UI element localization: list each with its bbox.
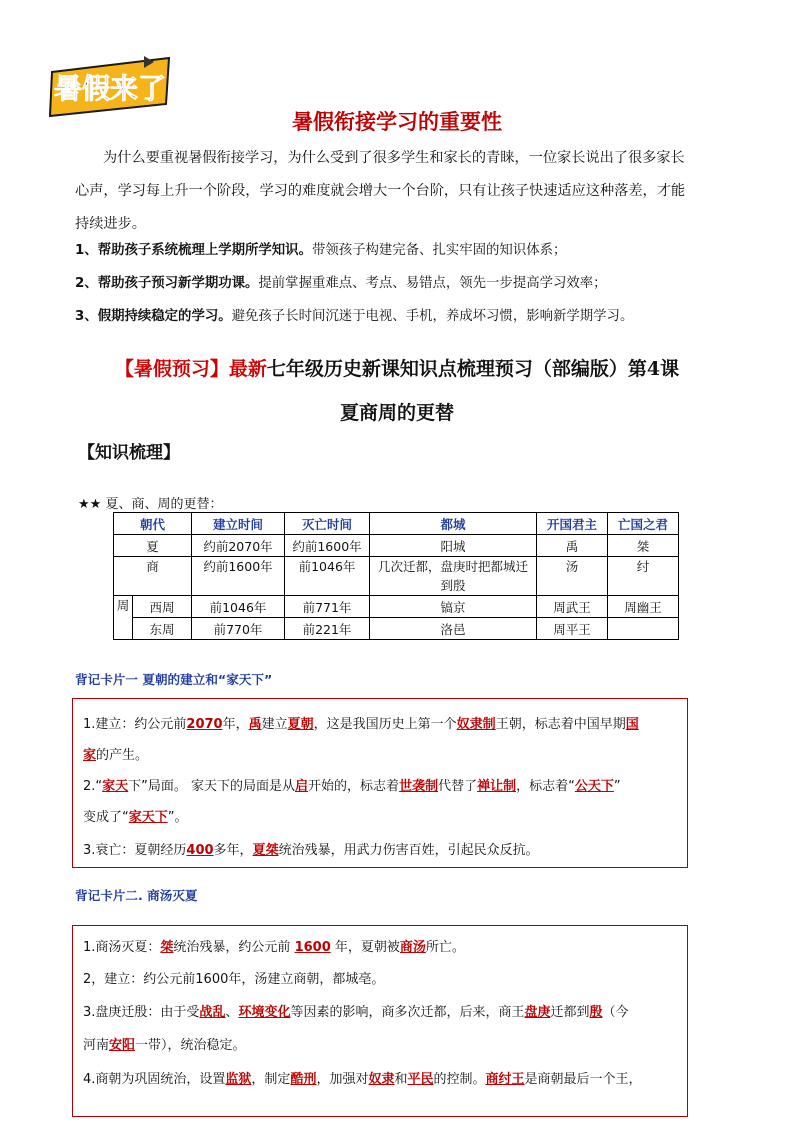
keyword: 商纣王 bbox=[485, 1072, 525, 1087]
table-cell: 周平王 bbox=[537, 618, 608, 640]
keyword: 奴隶制 bbox=[456, 717, 496, 732]
keyword: 商汤 bbox=[399, 940, 426, 955]
table-row bbox=[114, 535, 679, 557]
table-cell: 几次迁都，盘庚时把都城迁到殷 bbox=[370, 557, 537, 596]
text: 代替了 bbox=[438, 779, 478, 794]
table-cell: 约前2070年 bbox=[192, 535, 285, 557]
card-line: 2，建立：约公元前1600年，汤建立商朝，都城亳。 bbox=[83, 972, 385, 987]
keyword: 酷刑 bbox=[290, 1072, 317, 1087]
table-cell: 周 bbox=[114, 596, 133, 640]
keyword: 环境变化 bbox=[238, 1005, 291, 1020]
card-1-label: 背记卡片一 夏朝的建立和“家天下” bbox=[75, 672, 273, 687]
table-cell: 前1046年 bbox=[192, 596, 285, 618]
table-cell: 周幽王 bbox=[608, 596, 679, 618]
text: 统治残暴，用武力伤害百姓，引起民众反抗。 bbox=[278, 843, 539, 858]
text: 迁都到 bbox=[550, 1005, 590, 1020]
table-cell: 商 bbox=[114, 557, 192, 596]
keyword: 公天下 bbox=[574, 779, 614, 794]
keyword: 家 bbox=[83, 748, 97, 763]
text: 多年， bbox=[213, 843, 253, 858]
text: 开始的，标志着 bbox=[308, 779, 400, 794]
point-bold: 3、假期持续稳定的学习。 bbox=[75, 309, 232, 324]
table-header: 建立时间 bbox=[192, 513, 285, 535]
point-bold: 1、帮助孩子系统梳理上学期所学知识。 bbox=[75, 243, 312, 258]
card-line bbox=[83, 936, 679, 955]
keyword: 监狱 bbox=[225, 1072, 252, 1087]
table-cell: 周武王 bbox=[537, 596, 608, 618]
card-line bbox=[83, 713, 679, 732]
point-text: 带领孩子构建完备、扎实牢固的知识体系； bbox=[311, 243, 567, 258]
table-cell: 汤 bbox=[537, 557, 608, 596]
table-cell: 阳城 bbox=[370, 535, 537, 557]
text: 下”局面。 家天下的局面是从 bbox=[128, 779, 296, 794]
keyword: 世袭制 bbox=[399, 779, 439, 794]
table-row bbox=[114, 557, 679, 596]
text: 的控制。 bbox=[433, 1072, 486, 1087]
keyword: 殷 bbox=[589, 1005, 603, 1020]
text: 是商朝最后一个王， bbox=[524, 1072, 642, 1087]
card-2 bbox=[72, 925, 688, 1117]
text: 2.“ bbox=[83, 779, 103, 794]
card-line bbox=[83, 1034, 679, 1053]
text: 一带），统治稳定。 bbox=[135, 1038, 246, 1053]
keyword: 400 bbox=[186, 843, 214, 858]
table-cell: 禹 bbox=[537, 535, 608, 557]
point-1 bbox=[75, 239, 735, 258]
text: 3.衰亡：夏朝经历 bbox=[83, 843, 187, 858]
text: 河南 bbox=[83, 1038, 110, 1053]
text: ”。 bbox=[167, 810, 188, 825]
table-cell: 纣 bbox=[608, 557, 679, 596]
text: 建立 bbox=[261, 717, 288, 732]
text: 4.商朝为巩固统治，设置 bbox=[83, 1072, 226, 1087]
text: 、 bbox=[225, 1005, 239, 1020]
text: 所亡。 bbox=[425, 940, 465, 955]
card-line bbox=[83, 775, 679, 794]
point-bold: 2、帮助孩子预习新学期功课。 bbox=[75, 276, 259, 291]
table-header-row bbox=[114, 513, 679, 535]
card-line bbox=[83, 806, 679, 825]
point-text: 避免孩子长时间沉迷于电视、手机，养成坏习惯，影响新学期学习。 bbox=[231, 309, 634, 324]
keyword: 禹 bbox=[248, 717, 262, 732]
table-cell: 前770年 bbox=[192, 618, 285, 640]
table-cell: 约前1600年 bbox=[192, 557, 285, 596]
text: 王朝，标志着中国早期 bbox=[495, 717, 626, 732]
text: 统治残暴，约公元前 bbox=[173, 940, 295, 955]
section-subtitle: 夏商周的更替 bbox=[339, 402, 454, 424]
keyword: 国 bbox=[625, 717, 639, 732]
table-row bbox=[114, 618, 679, 640]
card-line bbox=[83, 839, 679, 858]
keyword: 1600 bbox=[294, 940, 331, 955]
keyword: 奴隶 bbox=[368, 1072, 395, 1087]
keyword: 平民 bbox=[407, 1072, 434, 1087]
keyword: 家天 bbox=[102, 779, 129, 794]
keyword: 启 bbox=[295, 779, 309, 794]
table-cell: 东周 bbox=[133, 618, 192, 640]
section-prefix: 【暑假预习】最新 bbox=[114, 358, 267, 380]
table-header: 都城 bbox=[370, 513, 537, 535]
card-line bbox=[83, 1001, 679, 1020]
text: ” bbox=[613, 779, 621, 794]
point-text: 提前掌握重难点、考点、易错点，领先一步提高学习效率； bbox=[258, 276, 607, 291]
table-cell: 洛邑 bbox=[370, 618, 537, 640]
text: 变成了“ bbox=[83, 810, 129, 825]
text: ，这是我国历史上第一个 bbox=[313, 717, 457, 732]
keyword: 战乱 bbox=[199, 1005, 226, 1020]
intro-line: 心声，学习每上升一个阶段，学习的难度就会增大一个台阶，只有让孩子快速适应这种落差，才能 bbox=[75, 183, 686, 199]
text: 1.商汤灭夏： bbox=[83, 940, 161, 955]
intro-paragraph bbox=[75, 142, 723, 241]
table-cell bbox=[608, 618, 679, 640]
table-row bbox=[114, 596, 679, 618]
keyword: 禅让制 bbox=[477, 779, 517, 794]
text: 年， bbox=[222, 717, 249, 732]
keyword: 盘庚 bbox=[524, 1005, 551, 1020]
text: ，加强对 bbox=[316, 1072, 369, 1087]
table-header: 朝代 bbox=[114, 513, 192, 535]
keyword: 夏朝 bbox=[287, 717, 314, 732]
card-2-label: 背记卡片二. 商汤灭夏 bbox=[75, 888, 198, 903]
main-title: 暑假衔接学习的重要性 bbox=[292, 110, 502, 134]
table-cell: 约前1600年 bbox=[285, 535, 370, 557]
keyword: 2070 bbox=[186, 717, 223, 732]
table-caption: ★★ 夏、商、周的更替： bbox=[78, 497, 223, 512]
text: ，标志着“ bbox=[516, 779, 575, 794]
text: 和 bbox=[394, 1072, 408, 1087]
table-cell: 前1046年 bbox=[285, 557, 370, 596]
card-1 bbox=[72, 698, 688, 868]
card-line bbox=[83, 1068, 679, 1087]
table-cell: 桀 bbox=[608, 535, 679, 557]
point-3 bbox=[75, 305, 735, 324]
table-cell: 西周 bbox=[133, 596, 192, 618]
keyword: 夏桀 bbox=[252, 843, 279, 858]
knowledge-heading: 【知识梳理】 bbox=[78, 443, 180, 463]
dynasty-table bbox=[113, 512, 679, 640]
text: 年，夏朝被 bbox=[330, 940, 400, 955]
text: 1.建立：约公元前 bbox=[83, 717, 187, 732]
keyword: 家天下 bbox=[128, 810, 168, 825]
intro-line: 持续进步。 bbox=[75, 216, 146, 232]
logo-text: 暑假来了 bbox=[53, 72, 167, 105]
keyword: 安阳 bbox=[109, 1038, 136, 1053]
table-header: 灭亡时间 bbox=[285, 513, 370, 535]
keyword: 桀 bbox=[160, 940, 174, 955]
text: （今 bbox=[602, 1005, 629, 1020]
card-line bbox=[83, 744, 679, 763]
intro-line: 为什么要重视暑假衔接学习，为什么受到了很多学生和家长的青睐，一位家长说出了很多家长 bbox=[103, 150, 685, 166]
table-cell: 夏 bbox=[114, 535, 192, 557]
table-header: 开国君主 bbox=[537, 513, 608, 535]
point-2 bbox=[75, 272, 735, 291]
section-title bbox=[0, 354, 794, 381]
table-cell: 前221年 bbox=[285, 618, 370, 640]
table-header: 亡国之君 bbox=[608, 513, 679, 535]
text: 等因素的影响，商多次迁都，后来，商王 bbox=[290, 1005, 525, 1020]
text: 的产生。 bbox=[96, 748, 149, 763]
table-cell: 前771年 bbox=[285, 596, 370, 618]
table-cell: 镐京 bbox=[370, 596, 537, 618]
text: 3.盘庚迁殷：由于受 bbox=[83, 1005, 200, 1020]
text: ，制定 bbox=[251, 1072, 291, 1087]
section-title-text: 七年级历史新课知识点梳理预习（部编版）第4课 bbox=[266, 358, 680, 380]
